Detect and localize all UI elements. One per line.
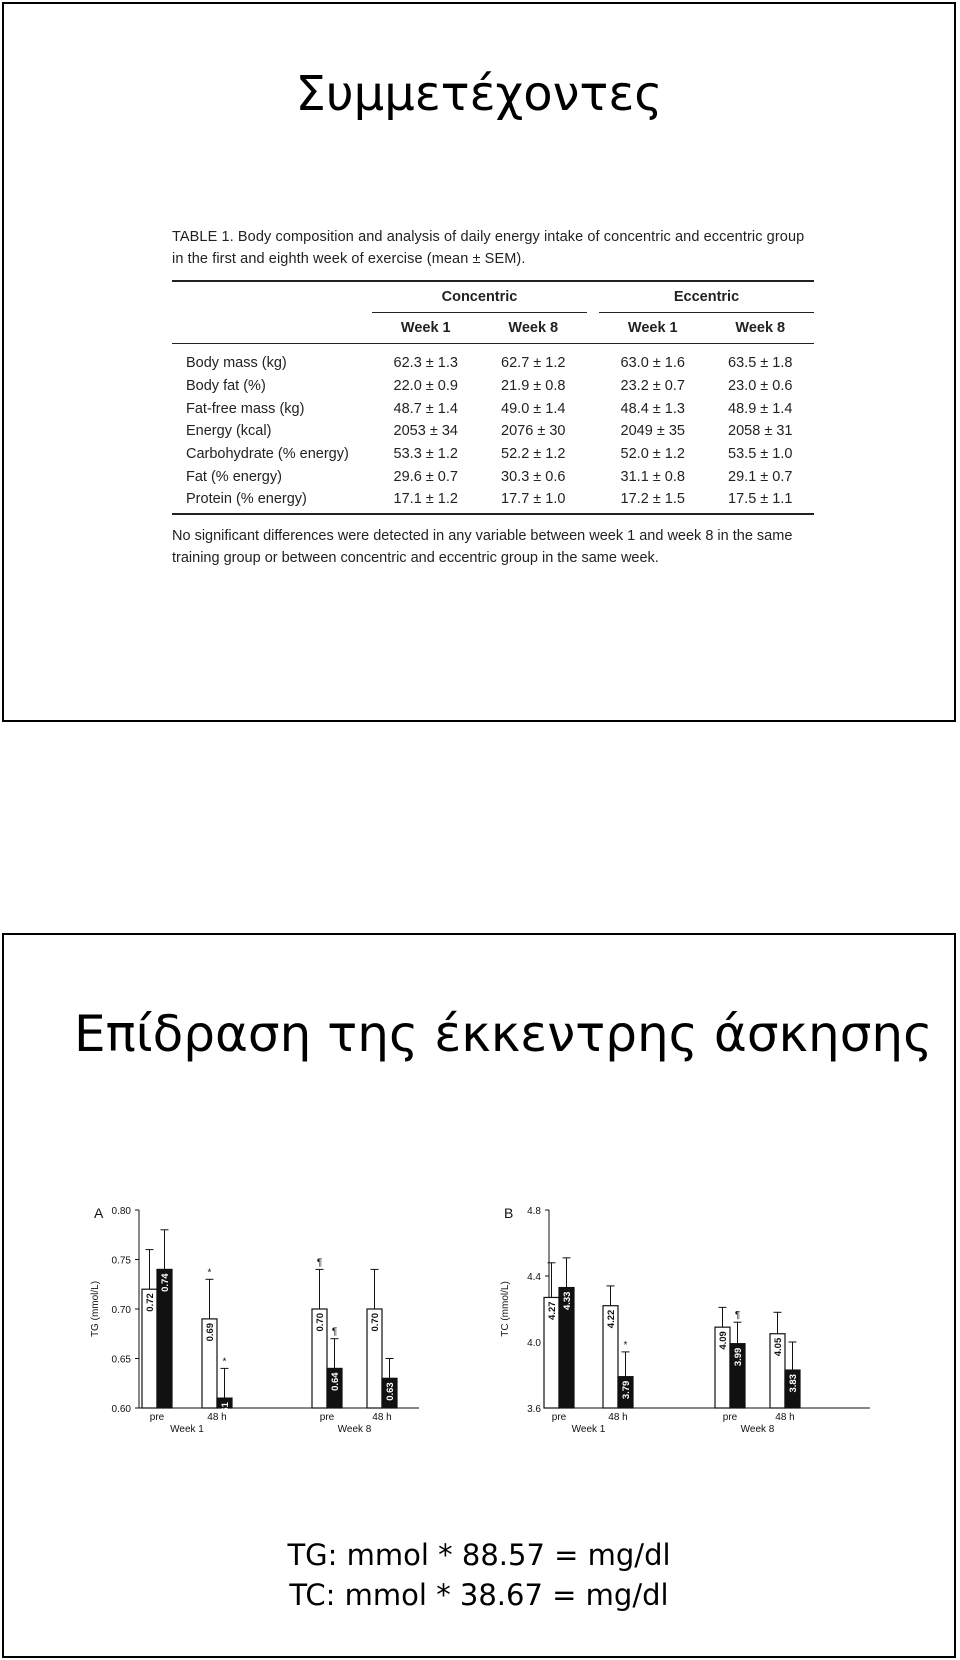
table-cell: 62.3 ± 1.3 <box>393 355 458 372</box>
table-cell: 48.4 ± 1.3 <box>620 400 685 417</box>
data-label: 3.83 <box>788 1374 799 1393</box>
spacer-cell <box>587 443 599 466</box>
table-cell: 53.3 ± 1.2 <box>393 446 458 463</box>
table-cell: 17.2 ± 1.5 <box>599 488 707 514</box>
y-axis-label: TC (mmol/L) <box>500 1281 511 1337</box>
y-tick-label: 0.75 <box>111 1255 131 1267</box>
slide-participants <box>2 2 956 722</box>
week-header: Week 8 <box>707 313 815 344</box>
table-cell: 48.7 ± 1.4 <box>393 400 458 417</box>
panel-letter: B <box>504 1205 514 1221</box>
table-cell: 30.3 ± 0.6 <box>501 468 566 485</box>
table-cell: 29.6 ± 0.7 <box>393 468 458 485</box>
y-tick-label: 4.0 <box>527 1338 541 1349</box>
data-label: 0.72 <box>145 1293 156 1312</box>
y-axis-label: TG (mmol/L) <box>90 1280 101 1338</box>
data-label: 0.70 <box>370 1313 381 1332</box>
table-cell: 2058 ± 31 <box>728 423 793 440</box>
y-tick-label: 4.8 <box>527 1206 541 1217</box>
table-cell: 29.1 ± 0.7 <box>728 468 793 485</box>
x-tick-label: 48 h <box>608 1412 628 1423</box>
week-header: Week 8 <box>480 313 588 344</box>
data-label: 0.63 <box>385 1382 396 1401</box>
y-tick-label: 3.6 <box>527 1404 541 1415</box>
spacer-cell <box>587 420 599 443</box>
data-label: 4.33 <box>562 1291 573 1311</box>
x-tick-label: pre <box>149 1412 165 1423</box>
row-label: Carbohydrate (% energy) <box>186 446 349 463</box>
table-cell: 22.0 ± 0.9 <box>393 378 458 395</box>
group-header-concentric: Concentric <box>372 281 587 313</box>
row-label: Body mass (kg) <box>186 355 287 372</box>
table-cell: 62.7 ± 1.2 <box>501 355 566 372</box>
table-cell: 23.2 ± 0.7 <box>620 378 685 395</box>
table-cell: 17.7 ± 1.0 <box>480 488 588 514</box>
week-header: Week 1 <box>372 313 480 344</box>
table-row <box>172 465 814 488</box>
data-label: 0.70 <box>315 1313 326 1332</box>
significance-marker: * <box>207 1267 212 1279</box>
group-label: Week 8 <box>740 1424 775 1435</box>
spacer-cell <box>587 488 599 514</box>
table-row <box>172 397 814 420</box>
table-cell: 63.5 ± 1.8 <box>728 355 793 372</box>
row-label: Energy (kcal) <box>186 423 272 440</box>
y-tick-label: 4.4 <box>527 1272 541 1283</box>
table-cell: 2076 ± 30 <box>501 423 566 440</box>
row-label: Body fat (%) <box>186 378 266 395</box>
table-row <box>172 443 814 466</box>
table-footnote: No significant differences were detected in any variable between week 1 and week 8 in the same training group or between concentric and eccentric group in the same week. <box>172 527 793 566</box>
week-header: Week 1 <box>599 313 707 344</box>
significance-marker: ¶ <box>331 1326 338 1338</box>
significance-marker: ¶ <box>316 1257 323 1269</box>
table-caption: TABLE 1. Body composition and analysis of daily energy intake of concentric and eccentric group in the first and eighth week of exercise (mean ± SEM). <box>172 229 805 267</box>
data-label: 4.09 <box>718 1331 729 1350</box>
row-label: Fat (% energy) <box>186 468 282 485</box>
data-label: 0.74 <box>160 1273 171 1292</box>
significance-marker: * <box>623 1339 628 1351</box>
table-row <box>172 420 814 443</box>
slide-title: Συμμετέχοντες <box>295 66 663 122</box>
y-tick-label: 0.80 <box>111 1206 131 1217</box>
data-label: 4.22 <box>606 1309 617 1329</box>
table-cell: 52.2 ± 1.2 <box>501 446 566 463</box>
data-label: 3.79 <box>621 1380 632 1400</box>
charts-svg <box>84 1198 904 1448</box>
table-cell: 17.1 ± 1.2 <box>372 488 480 514</box>
charts-figure <box>84 1198 904 1453</box>
group-label: Week 1 <box>170 1424 204 1435</box>
table-cell: 23.0 ± 0.6 <box>728 378 793 395</box>
data-label: 0.64 <box>330 1372 341 1391</box>
group-label: Week 1 <box>571 1424 606 1435</box>
table-cell: 21.9 ± 0.8 <box>501 378 566 395</box>
y-tick-label: 0.70 <box>111 1305 131 1316</box>
table-body <box>172 344 814 514</box>
data-label: 4.05 <box>773 1337 784 1357</box>
table-cell: 2049 ± 35 <box>620 423 685 440</box>
table-cell: 2053 ± 34 <box>393 423 458 440</box>
significance-marker: * <box>222 1356 227 1368</box>
significance-marker: ¶ <box>734 1310 741 1322</box>
table-cell: 49.0 ± 1.4 <box>501 400 566 417</box>
table-row <box>172 344 814 375</box>
tg-conversion: TG: mmol * 88.57 = mg/dl <box>287 1538 671 1572</box>
x-tick-label: pre <box>551 1412 567 1423</box>
table-row <box>172 375 814 398</box>
spacer-cell <box>587 397 599 420</box>
data-label: 4.27 <box>547 1301 558 1320</box>
table-cell: 31.1 ± 0.8 <box>620 468 685 485</box>
spacer-cell <box>587 465 599 488</box>
table-row <box>172 488 814 514</box>
y-tick-label: 0.60 <box>111 1404 131 1415</box>
table-cell: 48.9 ± 1.4 <box>728 400 793 417</box>
x-tick-label: 48 h <box>207 1412 227 1423</box>
x-tick-label: 48 h <box>372 1412 392 1423</box>
group-header-eccentric: Eccentric <box>599 281 814 313</box>
table-cell: 53.5 ± 1.0 <box>728 446 793 463</box>
x-tick-label: pre <box>722 1412 738 1423</box>
panel-letter: A <box>94 1205 104 1221</box>
data-label: 3.99 <box>733 1347 744 1367</box>
slide-title: Επίδραση της έκκεντρης άσκησης <box>74 1005 933 1063</box>
spacer-cell <box>587 375 599 398</box>
row-label: Protein (% energy) <box>172 488 372 514</box>
data-table <box>172 280 814 515</box>
x-tick-label: pre <box>319 1412 335 1423</box>
data-label: 0.61 <box>220 1402 231 1421</box>
table-cell: 52.0 ± 1.2 <box>620 446 685 463</box>
row-label: Fat-free mass (kg) <box>186 400 305 417</box>
spacer-cell <box>587 344 599 375</box>
y-tick-label: 0.65 <box>111 1354 131 1366</box>
data-label: 0.69 <box>205 1322 216 1342</box>
table-figure <box>172 226 814 569</box>
table-cell: 63.0 ± 1.6 <box>620 355 685 372</box>
table-cell: 17.5 ± 1.1 <box>707 488 815 514</box>
group-label: Week 8 <box>337 1424 372 1435</box>
x-tick-label: 48 h <box>775 1412 795 1423</box>
tc-conversion: TC: mmol * 38.67 = mg/dl <box>289 1578 669 1612</box>
